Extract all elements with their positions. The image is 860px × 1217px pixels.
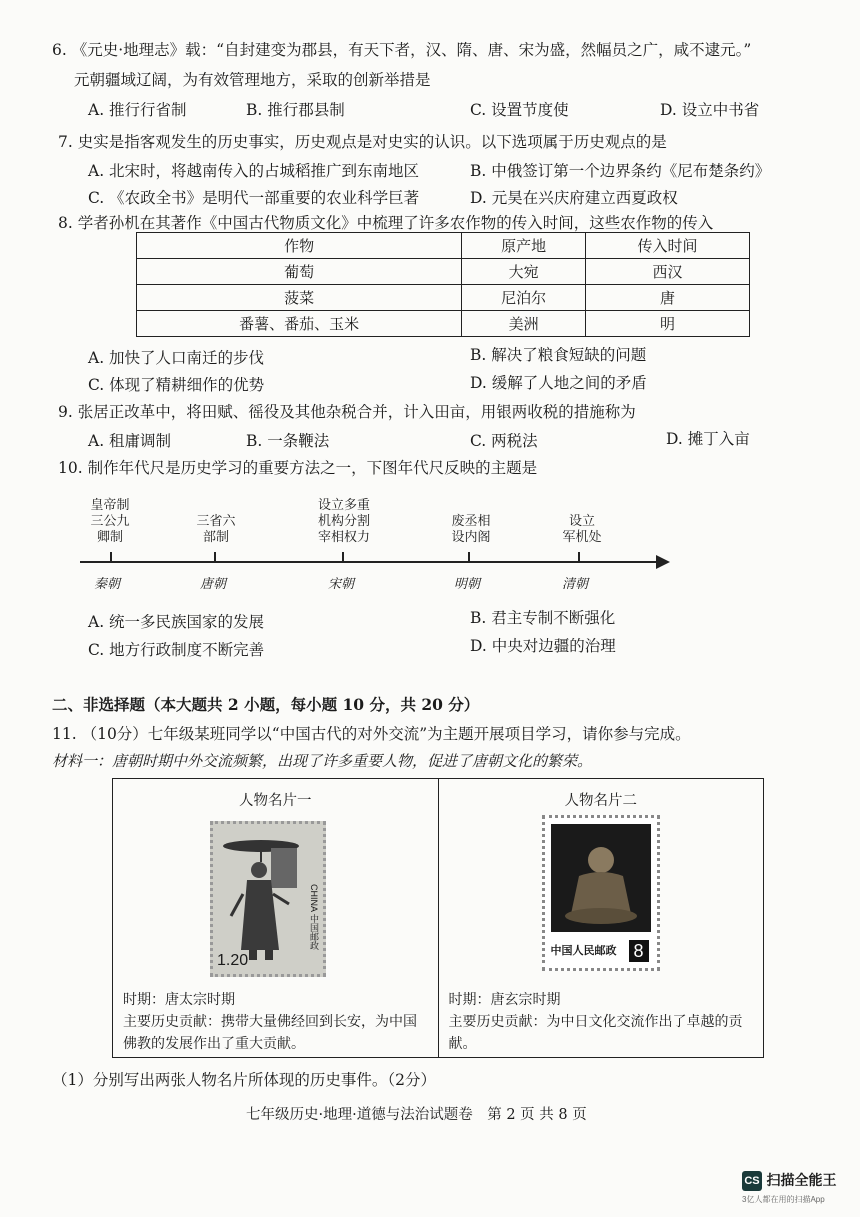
q7-option-b: B. 中俄签订第一个边界条约《尼布楚条约》 [470,162,771,180]
event-text: 设立多重 [317,498,370,513]
q10-option-c: C. 地方行政制度不断完善 [88,641,265,659]
page-footer: 七年级历史·地理·道德与法治试题卷 第 2 页 共 8 页 [246,1107,587,1123]
seated-monk-icon [551,824,651,932]
timeline-era-qing: 清朝 [562,577,589,592]
table-header-cell: 传入时间 [585,233,749,259]
table-row [137,311,750,337]
event-text: 卿制 [96,530,123,545]
card-title: 人物名片二 [564,793,637,809]
table-cell: 美洲 [462,311,586,337]
timeline-tick [110,552,112,562]
q7-option-c: C. 《农政全书》是明代一部重要的农业科学巨著 [88,189,420,207]
table-cell: 唐 [585,285,749,311]
card-period: 时期：唐玄宗时期 [448,992,561,1008]
event-text: 废丞相 [451,514,491,529]
table-row [137,285,750,311]
event-text: 设立 [568,514,595,529]
q6-option-d: D. 设立中书省 [660,101,760,119]
event-text: 军机处 [562,530,602,545]
person-card-1 [113,779,438,1057]
cs-logo-icon: CS [742,1171,762,1191]
timeline-era-ming: 明朝 [454,577,481,592]
table-header-row [137,233,750,259]
q9-option-b: B. 一条鞭法 [246,432,330,450]
event-text: 设内阁 [451,530,491,545]
table-header-cell: 作物 [137,233,462,259]
q9-option-c: C. 两税法 [470,432,538,450]
table-row [137,259,750,285]
timeline-tick [214,552,216,562]
table-header-cell: 原产地 [462,233,586,259]
q6-option-a: A. 推行行省制 [88,101,187,119]
watermark-brand: 扫描全能王 [766,1172,837,1188]
table-cell: 菠菜 [137,285,462,311]
q11-sub1: （1）分别写出两张人物名片所体现的历史事件。（2分） [52,1071,436,1089]
q8-option-b: B. 解决了粮食短缺的问题 [470,346,647,364]
timeline-event-song [306,498,382,546]
q6-line2: 元朝疆域辽阔，为有效管理地方，采取的创新举措是 [74,71,431,89]
timeline-tick [342,552,344,562]
table-cell: 大宛 [462,259,586,285]
timeline-event-qin [82,498,138,546]
q6-line1: 6. 《元史·地理志》载：“自封建变为郡县，有天下者，汉、隋、唐、宋为盛，然幅员之广，咸不逮元。” [52,41,752,59]
table-cell: 葡萄 [137,259,462,285]
timeline-tick [578,552,580,562]
section2-title: 二、非选择题（本大题共 2 小题，每小题 10 分，共 20 分） [52,695,480,714]
card-contribution: 主要历史贡献：携带大量佛经回到长安，为中国佛教的发展作出了重大贡献。 [123,1014,417,1052]
card-2-text [449,989,756,1055]
event-text: 皇帝制 [90,498,130,513]
timeline-era-song: 宋朝 [328,577,355,592]
stamp-xuanzang-image [210,821,326,977]
q8-stem: 8. 学者孙机在其著作《中国古代物质文化》中梳理了许多农作物的传入时间，这些农作物的传入 [58,214,714,232]
timeline-era-tang: 唐朝 [200,577,227,592]
timeline-era-qin: 秦朝 [94,577,121,592]
scanner-watermark [742,1170,836,1205]
table-cell: 西汉 [585,259,749,285]
stamp-text: 中国人民邮政 [550,945,617,957]
material-one: 材料一：唐朝时期中外交流频繁，出现了许多重要人物，促进了唐朝文化的繁荣。 [52,752,593,770]
q9-option-d: D. 摊丁入亩 [666,430,750,448]
person-card-2 [438,779,764,1057]
event-text: 三公九 [90,514,130,529]
q8-option-c: C. 体现了精耕细作的优势 [88,376,265,394]
q7-stem: 7. 史实是指客观发生的历史事实，历史观点是对史实的认识。以下选项属于历史观点的是 [58,133,667,151]
event-text: 宰相权力 [317,530,370,545]
table-cell: 明 [585,311,749,337]
q11-stem: 11. （10分）七年级某班同学以“中国古代的对外交流”为主题开展项目学习，请你参与完成。 [52,725,691,743]
table-cell: 番薯、番茄、玉米 [137,311,462,337]
q6-option-b: B. 推行郡县制 [246,101,345,119]
event-text: 机构分割 [317,514,370,529]
card-1-text [123,989,430,1055]
q6-option-c: C. 设置节度使 [470,101,569,119]
stamp-text: CHINA 中国邮政 [309,884,319,951]
card-title: 人物名片一 [239,793,312,809]
table-cell: 尼泊尔 [462,285,586,311]
event-text: 三省六 [196,514,236,529]
timeline-event-tang [186,514,246,546]
timeline-event-qing [550,514,614,546]
q10-stem: 10. 制作年代尺是历史学习的重要方法之一，下图年代尺反映的主题是 [58,459,538,477]
card-contribution: 主要历史贡献：为中日文化交流作出了卓越的贡献。 [448,1014,743,1052]
q10-option-b: B. 君主专制不断强化 [470,609,616,627]
q7-option-d: D. 元昊在兴庆府建立西夏政权 [470,189,678,207]
q9-stem: 9. 张居正改革中，将田赋、徭役及其他杂税合并，计入田亩，用银两收税的措施称为 [58,403,636,421]
stamp-frame [551,824,651,932]
stamp-jianzhen-image [542,815,660,971]
timeline-event-ming [440,514,502,546]
q10-option-a: A. 统一多民族国家的发展 [88,613,265,631]
q8-option-a: A. 加快了人口南迁的步伐 [88,349,265,367]
timeline-arrow-icon [656,555,670,569]
stamp-value: 1.20 [217,952,249,969]
q9-option-a: A. 租庸调制 [88,432,172,450]
q8-option-d: D. 缓解了人地之间的矛盾 [470,374,647,392]
card-period: 时期：唐太宗时期 [123,992,235,1008]
crop-table [136,232,750,337]
timeline-tick [468,552,470,562]
watermark-sub: 3亿人都在用的扫描App [742,1195,825,1205]
person-cards [112,778,764,1058]
stamp-value: 8 [629,940,649,962]
q10-option-d: D. 中央对边疆的治理 [470,637,616,655]
q7-option-a: A. 北宋时，将越南传入的占城稻推广到东南地区 [88,162,420,180]
event-text: 部制 [202,530,229,545]
timeline-axis [80,561,660,563]
